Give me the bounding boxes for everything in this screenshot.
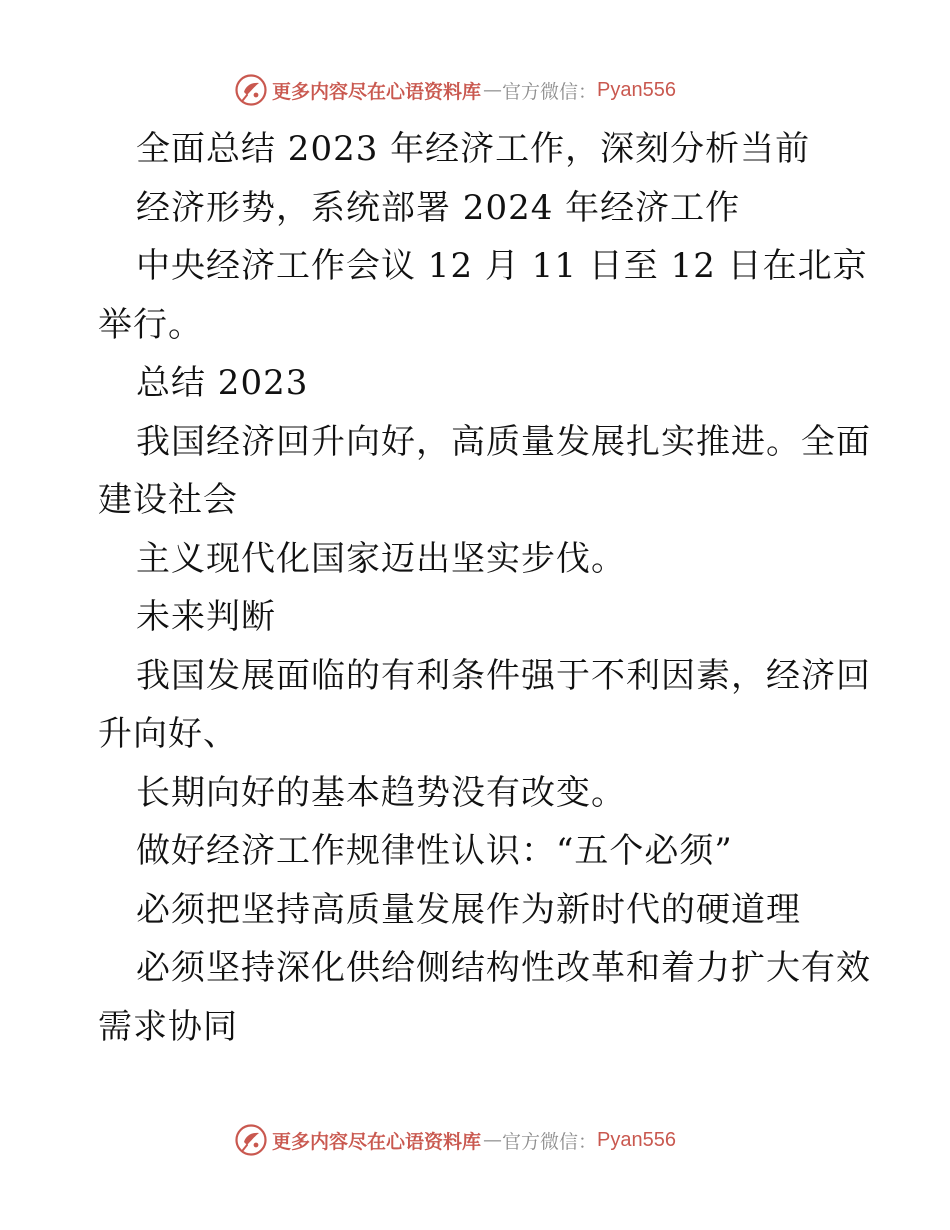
document-body (98, 120, 871, 1056)
text-line: 长期向好的基本趋势没有改变。 (136, 772, 626, 813)
watermark-wechat-id: Pyan556 (597, 78, 676, 101)
text-line: 我国经济回升向好，高质量发展扎实推进。全面 (136, 421, 871, 462)
watermark-dash: — (483, 79, 501, 101)
watermark-promo-text: 更多内容尽在心语资料库 (272, 80, 482, 103)
text-line: 未来判断 (136, 597, 276, 637)
header-watermark (234, 72, 676, 108)
watermark-wechat-id: Pyan556 (597, 1128, 676, 1151)
text-line: 必须坚持深化供给侧结构性改革和着力扩大有效 (136, 948, 871, 988)
watermark-label: 官方微信： (502, 80, 598, 103)
text-line: 主义现代化国家迈出坚实步伐。 (136, 538, 626, 579)
watermark-dash: — (483, 1129, 501, 1151)
text-line: 我国发展面临的有利条件强于不利因素，经济回 (136, 655, 871, 696)
text-line: 中央经济工作会议 12 月 11 日至 12 日在北京 (136, 246, 868, 286)
watermark-promo-text: 更多内容尽在心语资料库 (272, 1130, 482, 1153)
text-line: 做好经济工作规律性认识：“五个必须” (136, 831, 733, 871)
text-line: 全面总结 2023 年经济工作，深刻分析当前 (136, 129, 811, 169)
text-line: 建设社会 (98, 480, 238, 520)
brand-logo-icon (234, 73, 268, 107)
text-line: 升向好、 (98, 714, 238, 754)
text-line: 举行。 (98, 304, 203, 345)
text-line: 需求协同 (98, 1006, 238, 1047)
watermark-label: 官方微信： (502, 1130, 598, 1153)
footer-watermark (234, 1122, 676, 1158)
text-line: 经济形势，系统部署 2024 年经济工作 (136, 187, 741, 228)
text-line: 必须把坚持高质量发展作为新时代的硬道理 (136, 889, 801, 930)
text-line: 总结 2023 (136, 363, 309, 403)
brand-logo-icon (234, 1123, 268, 1157)
